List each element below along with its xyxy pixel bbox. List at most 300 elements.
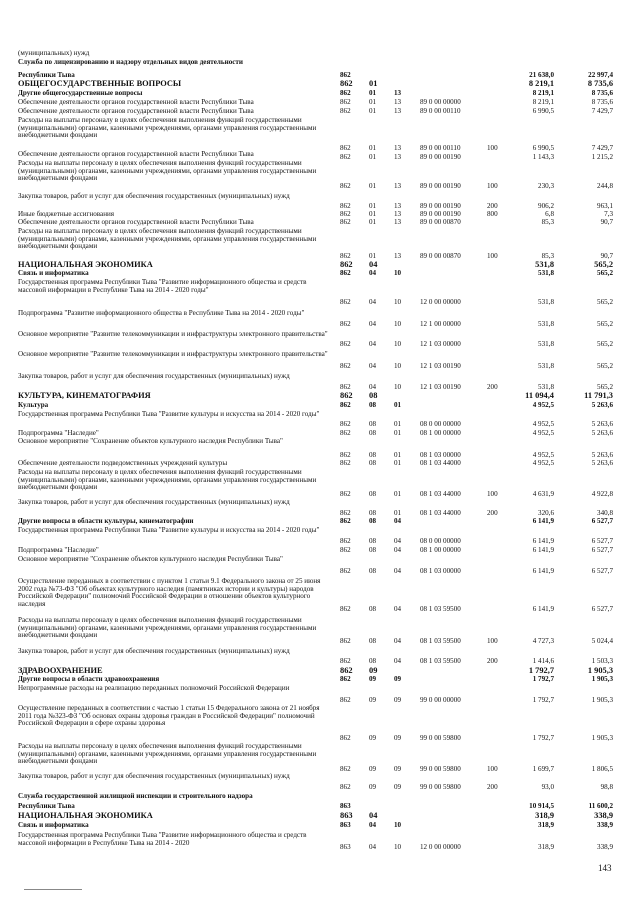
footer-rule xyxy=(24,889,82,890)
row-section-code: 01 xyxy=(369,202,377,210)
row-amount-year2: 1 806,5 xyxy=(591,765,613,773)
row-amount-year2: 8 735,6 xyxy=(591,98,613,106)
row-target-code: 99 0 00 59800 xyxy=(420,734,461,742)
row-gr-code: 862 xyxy=(340,401,351,409)
row-subsection-code: 01 xyxy=(394,420,402,428)
row-expense-type: 200 xyxy=(487,783,498,791)
row-name: Расходы на выплаты персоналу в целях обеспечения выполнения функций государственными (муниципальными) органами, казенными учреждениями, органами управления государственными внебюджетными фондами xyxy=(18,227,317,250)
row-name: Основное мероприятие "Сохранение объектов культурного наследия Республики Тыва" xyxy=(18,437,283,445)
row-amount-year2: 5 024,4 xyxy=(591,637,613,645)
row-amount-year2: 565,2 xyxy=(597,362,613,370)
row-name: Государственная программа Республики Тыва "Развитие культуры и искусства на 2014 - 2020 годы" xyxy=(18,526,320,534)
row-amount-year1: 4 952,5 xyxy=(532,459,554,467)
row-amount-year2: 338,9 xyxy=(594,811,613,820)
row-name: Обеспечение деятельности органов государственной власти Республики Тыва xyxy=(18,107,254,115)
row-section-code: 08 xyxy=(369,391,378,400)
row-name: Закупка товаров, работ и услуг для обеспечения государственных (муниципальных) нужд xyxy=(18,192,290,200)
row-name: Закупка товаров, работ и услуг для обеспечения государственных (муниципальных) нужд xyxy=(18,647,290,655)
row-subsection-code: 10 xyxy=(394,362,402,370)
row-section-code: 08 xyxy=(369,537,377,545)
row-name: Основное мероприятие "Развитие телекоммуникации и инфраструктуры электронного правительства" xyxy=(18,350,328,358)
page-number: 143 xyxy=(598,863,612,873)
row-amount-year2: 8 735,6 xyxy=(591,89,613,97)
row-amount-year2: 338,9 xyxy=(597,843,613,851)
row-amount-year1: 531,8 xyxy=(538,298,554,306)
row-section-code: 04 xyxy=(369,362,377,370)
row-target-code: 08 1 03 00000 xyxy=(420,567,461,575)
row-target-code: 89 0 00 00870 xyxy=(420,218,461,226)
row-section-code: 04 xyxy=(369,821,377,829)
row-section-code: 08 xyxy=(369,637,377,645)
row-subsection-code: 01 xyxy=(394,429,402,437)
row-section-code: 09 xyxy=(369,696,377,704)
row-target-code: 99 0 00 59800 xyxy=(420,783,461,791)
row-amount-year2: 90,7 xyxy=(600,252,613,260)
row-amount-year1: 6 141,9 xyxy=(532,567,554,575)
row-gr-code: 862 xyxy=(340,420,351,428)
row-amount-year1: 906,2 xyxy=(538,202,554,210)
row-name: Основное мероприятие "Развитие телекоммуникации и инфраструктуры электронного правительства" xyxy=(18,330,328,338)
row-name: НАЦИОНАЛЬНАЯ ЭКОНОМИКА xyxy=(18,260,153,269)
row-section-code: 08 xyxy=(369,546,377,554)
row-amount-year1: 1 143,3 xyxy=(532,153,554,161)
row-subsection-code: 09 xyxy=(394,675,402,683)
row-target-code: 89 0 00 00190 xyxy=(420,182,461,190)
row-amount-year1: 1 792,7 xyxy=(532,696,554,704)
row-target-code: 12 1 03 00000 xyxy=(420,340,461,348)
row-amount-year1: 1 792,7 xyxy=(532,734,554,742)
row-amount-year2: 6 527,7 xyxy=(591,537,613,545)
row-gr-code: 862 xyxy=(340,391,353,400)
row-section-code: 08 xyxy=(369,459,377,467)
row-amount-year2: 1 905,3 xyxy=(591,675,613,683)
row-amount-year1: 4 952,5 xyxy=(532,401,554,409)
row-gr-code: 862 xyxy=(340,362,351,370)
row-amount-year2: 963,1 xyxy=(597,202,613,210)
row-gr-code: 862 xyxy=(340,666,353,675)
row-name: Подпрограмма "Наследие" xyxy=(18,429,99,437)
row-amount-year2: 1 215,2 xyxy=(591,153,613,161)
row-name: Расходы на выплаты персоналу в целях обеспечения выполнения функций государственными (муниципальными) органами, казенными учреждениями, органами управления государственными внебюджетными фондами xyxy=(18,468,317,491)
row-expense-type: 100 xyxy=(487,637,498,645)
row-name: Другие общегосударственные вопросы xyxy=(18,89,143,97)
row-gr-code: 862 xyxy=(340,79,353,88)
row-name: НАЦИОНАЛЬНАЯ ЭКОНОМИКА xyxy=(18,811,153,820)
row-amount-year2: 340,8 xyxy=(597,509,613,517)
row-section-code: 08 xyxy=(369,420,377,428)
row-amount-year2: 11 600,2 xyxy=(588,802,613,810)
row-gr-code: 862 xyxy=(340,298,351,306)
row-gr-code: 862 xyxy=(340,517,351,525)
row-gr-code: 862 xyxy=(340,71,351,79)
row-amount-year2: 565,2 xyxy=(594,260,613,269)
row-amount-year2: 5 263,6 xyxy=(591,459,613,467)
row-target-code: 08 0 00 00000 xyxy=(420,420,461,428)
row-amount-year2: 1 905,3 xyxy=(591,696,613,704)
row-gr-code: 862 xyxy=(340,182,351,190)
row-amount-year2: 5 263,6 xyxy=(591,429,613,437)
row-gr-code: 863 xyxy=(340,821,351,829)
row-amount-year2: 6 527,7 xyxy=(591,546,613,554)
row-amount-year1: 21 638,0 xyxy=(529,71,554,79)
row-subsection-code: 09 xyxy=(394,765,402,773)
row-amount-year1: 4 631,9 xyxy=(532,490,554,498)
row-amount-year1: 531,8 xyxy=(538,269,554,277)
row-gr-code: 863 xyxy=(340,843,351,851)
row-section-code: 04 xyxy=(369,260,378,269)
row-subsection-code: 13 xyxy=(394,144,402,152)
row-section-code: 04 xyxy=(369,320,377,328)
row-target-code: 08 0 00 00000 xyxy=(420,537,461,545)
row-amount-year1: 4 727,3 xyxy=(532,637,554,645)
row-target-code: 99 0 00 00000 xyxy=(420,696,461,704)
row-amount-year2: 565,2 xyxy=(597,298,613,306)
row-name: Государственная программа Республики Тыва "Развитие информационного общества и средств массовой информации в Республике Тыва на 2014 - 2020 xyxy=(18,831,307,847)
row-name: Служба государственной жилищной инспекции и строительного надзора xyxy=(18,792,253,800)
row-amount-year1: 11 094,4 xyxy=(525,391,554,400)
row-gr-code: 862 xyxy=(340,567,351,575)
row-amount-year1: 6 141,9 xyxy=(532,546,554,554)
row-amount-year2: 1 905,3 xyxy=(591,734,613,742)
row-amount-year1: 531,8 xyxy=(538,320,554,328)
row-name: Культура xyxy=(18,401,49,409)
row-subsection-code: 01 xyxy=(394,459,402,467)
row-gr-code: 863 xyxy=(340,802,351,810)
row-target-code: 89 0 00 00190 xyxy=(420,210,461,218)
row-name: Государственная программа Республики Тыва "Развитие информационного общества и средств массовой информации в Республике Тыва на 2014 - 2020 годы" xyxy=(18,278,307,294)
row-gr-code: 862 xyxy=(340,675,351,683)
row-amount-year1: 318,9 xyxy=(538,821,554,829)
row-subsection-code: 13 xyxy=(394,153,402,161)
row-name: Обеспечение деятельности подведомственных учреждений культуры xyxy=(18,459,228,467)
row-amount-year2: 7 429,7 xyxy=(591,107,613,115)
row-gr-code: 862 xyxy=(340,451,351,459)
row-expense-type: 100 xyxy=(487,144,498,152)
row-amount-year2: 565,2 xyxy=(597,320,613,328)
row-gr-code: 862 xyxy=(340,657,351,665)
row-amount-year2: 4 922,8 xyxy=(591,490,613,498)
row-name: Обеспечение деятельности органов государственной власти Республики Тыва xyxy=(18,150,254,158)
row-section-code: 08 xyxy=(369,509,377,517)
row-target-code: 08 1 03 59500 xyxy=(420,605,461,613)
row-gr-code: 862 xyxy=(340,98,351,106)
row-amount-year2: 8 735,6 xyxy=(587,79,613,88)
row-expense-type: 200 xyxy=(487,202,498,210)
row-target-code: 08 1 03 59500 xyxy=(420,637,461,645)
row-section-code: 04 xyxy=(369,340,377,348)
row-target-code: 08 1 00 00000 xyxy=(420,429,461,437)
row-amount-year1: 1 792,7 xyxy=(532,675,554,683)
row-amount-year1: 318,9 xyxy=(538,843,554,851)
row-amount-year2: 565,2 xyxy=(597,269,613,277)
row-expense-type: 100 xyxy=(487,182,498,190)
row-target-code: 89 0 00 00110 xyxy=(420,107,461,115)
row-amount-year1: 4 952,5 xyxy=(532,451,554,459)
row-subsection-code: 09 xyxy=(394,783,402,791)
row-name: ЗДРАВООХРАНЕНИЕ xyxy=(18,666,103,675)
row-amount-year1: 85,3 xyxy=(541,252,554,260)
row-section-code: 04 xyxy=(369,383,377,391)
row-amount-year1: 320,6 xyxy=(538,509,554,517)
row-subsection-code: 10 xyxy=(394,383,402,391)
row-gr-code: 862 xyxy=(340,107,351,115)
row-name: (муниципальных) нужд xyxy=(18,49,90,57)
row-target-code: 08 1 03 44000 xyxy=(420,490,461,498)
row-amount-year1: 531,8 xyxy=(538,340,554,348)
row-target-code: 12 1 03 00190 xyxy=(420,383,461,391)
row-amount-year2: 565,2 xyxy=(597,383,613,391)
row-section-code: 04 xyxy=(369,811,378,820)
row-amount-year1: 531,8 xyxy=(538,362,554,370)
row-subsection-code: 09 xyxy=(394,696,402,704)
row-gr-code: 862 xyxy=(340,269,351,277)
row-name: Подпрограмма "Наследие" xyxy=(18,546,99,554)
row-section-code: 08 xyxy=(369,451,377,459)
row-name: Обеспечение деятельности органов государственной власти Республики Тыва xyxy=(18,98,254,106)
row-gr-code: 862 xyxy=(340,429,351,437)
row-section-code: 01 xyxy=(369,144,377,152)
row-amount-year1: 230,3 xyxy=(538,182,554,190)
row-amount-year1: 318,9 xyxy=(535,811,554,820)
row-subsection-code: 13 xyxy=(394,252,402,260)
row-subsection-code: 10 xyxy=(394,320,402,328)
row-name: Осуществление переданных в соответствии с частью 1 статьи 15 Федерального закона от 21 ноября 2011 года №323-ФЗ "Об основах охраны здоровья граждан в Российской Федерации" полномочий Российской Федерации в сфере охраны здоровья xyxy=(18,704,320,727)
row-section-code: 01 xyxy=(369,107,377,115)
row-gr-code: 862 xyxy=(340,252,351,260)
row-section-code: 04 xyxy=(369,298,377,306)
row-name: Государственная программа Республики Тыва "Развитие культуры и искусства на 2014 - 2020 годы" xyxy=(18,410,320,418)
row-gr-code: 862 xyxy=(340,537,351,545)
row-subsection-code: 04 xyxy=(394,637,402,645)
row-amount-year1: 531,8 xyxy=(535,260,554,269)
row-name: Закупка товаров, работ и услуг для обеспечения государственных (муниципальных) нужд xyxy=(18,372,290,380)
row-section-code: 08 xyxy=(369,429,377,437)
row-target-code: 12 1 03 00190 xyxy=(420,362,461,370)
row-amount-year2: 11 791,3 xyxy=(584,391,613,400)
row-amount-year2: 565,2 xyxy=(597,340,613,348)
row-name: Основное мероприятие "Сохранение объектов культурного наследия Республики Тыва" xyxy=(18,555,283,563)
row-expense-type: 200 xyxy=(487,657,498,665)
row-section-code: 01 xyxy=(369,210,377,218)
row-amount-year1: 4 952,5 xyxy=(532,420,554,428)
row-amount-year2: 5 263,6 xyxy=(591,401,613,409)
row-gr-code: 862 xyxy=(340,490,351,498)
row-section-code: 01 xyxy=(369,252,377,260)
row-gr-code: 862 xyxy=(340,546,351,554)
row-gr-code: 862 xyxy=(340,340,351,348)
row-amount-year1: 6 990,5 xyxy=(532,144,554,152)
row-target-code: 89 0 00 00190 xyxy=(420,202,461,210)
row-section-code: 08 xyxy=(369,401,377,409)
row-gr-code: 862 xyxy=(340,89,351,97)
row-section-code: 01 xyxy=(369,98,377,106)
row-section-code: 01 xyxy=(369,79,378,88)
row-amount-year2: 6 527,7 xyxy=(591,605,613,613)
row-name: Закупка товаров, работ и услуг для обеспечения государственных (муниципальных) нужд xyxy=(18,498,290,506)
row-name: Расходы на выплаты персоналу в целях обеспечения выполнения функций государственными (муниципальными) органами, казенными учреждениями, органами управления государственными внебюджетными фондами xyxy=(18,116,317,139)
row-target-code: 08 1 03 00000 xyxy=(420,451,461,459)
row-name: Республики Тыва xyxy=(18,71,75,79)
row-amount-year1: 6,8 xyxy=(545,210,554,218)
row-subsection-code: 13 xyxy=(394,210,402,218)
row-section-code: 09 xyxy=(369,734,377,742)
row-subsection-code: 13 xyxy=(394,182,402,190)
row-gr-code: 862 xyxy=(340,696,351,704)
row-gr-code: 862 xyxy=(340,783,351,791)
row-gr-code: 862 xyxy=(340,509,351,517)
row-section-code: 09 xyxy=(369,765,377,773)
row-gr-code: 862 xyxy=(340,210,351,218)
row-amount-year1: 8 219,1 xyxy=(532,89,554,97)
row-gr-code: 862 xyxy=(340,260,353,269)
row-amount-year1: 1 414,6 xyxy=(532,657,554,665)
row-subsection-code: 04 xyxy=(394,605,402,613)
row-amount-year2: 5 263,6 xyxy=(591,451,613,459)
row-section-code: 08 xyxy=(369,517,377,525)
row-section-code: 01 xyxy=(369,89,377,97)
row-name: Служба по лицензированию и надзору отдельных видов деятельности xyxy=(18,58,244,66)
row-name: Расходы на выплаты персоналу в целях обеспечения выполнения функций государственными (муниципальными) органами, казенными учреждениями, органами управления государственными внебюджетными фондами xyxy=(18,742,317,765)
row-gr-code: 862 xyxy=(340,202,351,210)
row-gr-code: 862 xyxy=(340,459,351,467)
row-subsection-code: 10 xyxy=(394,340,402,348)
row-target-code: 89 0 00 00870 xyxy=(420,252,461,260)
row-subsection-code: 04 xyxy=(394,657,402,665)
row-amount-year1: 93,0 xyxy=(541,783,554,791)
row-subsection-code: 09 xyxy=(394,734,402,742)
row-expense-type: 800 xyxy=(487,210,498,218)
row-amount-year1: 531,8 xyxy=(538,383,554,391)
row-target-code: 08 1 03 59500 xyxy=(420,657,461,665)
row-subsection-code: 04 xyxy=(394,517,402,525)
row-name: Связь и информатика xyxy=(18,821,89,829)
row-name: Иные бюджетные ассигнования xyxy=(18,210,115,218)
row-gr-code: 862 xyxy=(340,734,351,742)
row-amount-year2: 7 429,7 xyxy=(591,144,613,152)
row-amount-year1: 8 219,1 xyxy=(528,79,554,88)
row-subsection-code: 10 xyxy=(394,298,402,306)
row-target-code: 08 1 00 00000 xyxy=(420,546,461,554)
row-amount-year2: 6 527,7 xyxy=(591,567,613,575)
row-amount-year2: 90,7 xyxy=(600,218,613,226)
row-section-code: 01 xyxy=(369,182,377,190)
row-subsection-code: 04 xyxy=(394,567,402,575)
row-name: Закупка товаров, работ и услуг для обеспечения государственных (муниципальных) нужд xyxy=(18,772,290,780)
row-expense-type: 200 xyxy=(487,509,498,517)
row-subsection-code: 10 xyxy=(394,843,402,851)
row-amount-year1: 10 914,5 xyxy=(529,802,554,810)
row-name: Связь и информатика xyxy=(18,269,89,277)
row-section-code: 01 xyxy=(369,218,377,226)
row-amount-year1: 1 699,7 xyxy=(532,765,554,773)
row-amount-year2: 1 905,3 xyxy=(587,666,613,675)
row-subsection-code: 01 xyxy=(394,509,402,517)
row-amount-year1: 4 952,5 xyxy=(532,429,554,437)
row-name: Расходы на выплаты персоналу в целях обеспечения выполнения функций государственными (муниципальными) органами, казенными учреждениями, органами управления государственными внебюджетными фондами xyxy=(18,616,317,639)
row-expense-type: 100 xyxy=(487,765,498,773)
row-amount-year2: 7,3 xyxy=(604,210,613,218)
row-amount-year2: 98,8 xyxy=(600,783,613,791)
row-amount-year2: 338,9 xyxy=(597,821,613,829)
row-name: Расходы на выплаты персоналу в целях обеспечения выполнения функций государственными (муниципальными) органами, казенными учреждениями, органами управления государственными внебюджетными фондами xyxy=(18,159,317,182)
row-expense-type: 200 xyxy=(487,383,498,391)
row-gr-code: 862 xyxy=(340,144,351,152)
row-section-code: 09 xyxy=(369,666,378,675)
row-section-code: 08 xyxy=(369,567,377,575)
row-target-code: 12 0 00 00000 xyxy=(420,298,461,306)
row-name: Другие вопросы в области здравоохранения xyxy=(18,675,160,683)
row-gr-code: 862 xyxy=(340,605,351,613)
row-amount-year1: 6 141,9 xyxy=(532,517,554,525)
row-section-code: 09 xyxy=(369,783,377,791)
row-name: Непрограммные расходы на реализацию переданных полномочий Российской Федерации xyxy=(18,684,290,692)
row-amount-year1: 6 141,9 xyxy=(532,537,554,545)
row-gr-code: 862 xyxy=(340,218,351,226)
row-subsection-code: 01 xyxy=(394,490,402,498)
row-section-code: 04 xyxy=(369,843,377,851)
row-section-code: 08 xyxy=(369,657,377,665)
row-amount-year2: 1 503,3 xyxy=(591,657,613,665)
row-subsection-code: 01 xyxy=(394,401,402,409)
row-amount-year1: 8 219,1 xyxy=(532,98,554,106)
row-gr-code: 862 xyxy=(340,637,351,645)
row-amount-year1: 1 792,7 xyxy=(528,666,554,675)
row-name: Республики Тыва xyxy=(18,802,75,810)
row-section-code: 08 xyxy=(369,605,377,613)
row-subsection-code: 13 xyxy=(394,107,402,115)
row-name: Подпрограмма "Развитие информационного общества в Республике Тыва на 2014 - 2020 годы" xyxy=(18,309,305,317)
row-name: Другие вопросы в области культуры, кинематографии xyxy=(18,517,194,525)
row-amount-year1: 6 990,5 xyxy=(532,107,554,115)
row-subsection-code: 13 xyxy=(394,98,402,106)
row-name: ОБЩЕГОСУДАРСТВЕННЫЕ ВОПРОСЫ xyxy=(18,79,182,88)
row-gr-code: 862 xyxy=(340,320,351,328)
row-target-code: 89 0 00 00110 xyxy=(420,144,461,152)
row-subsection-code: 10 xyxy=(394,821,402,829)
row-expense-type: 100 xyxy=(487,490,498,498)
row-section-code: 08 xyxy=(369,490,377,498)
row-amount-year2: 6 527,7 xyxy=(591,517,613,525)
row-subsection-code: 04 xyxy=(394,546,402,554)
row-expense-type: 100 xyxy=(487,252,498,260)
row-target-code: 89 0 00 00190 xyxy=(420,153,461,161)
row-subsection-code: 04 xyxy=(394,537,402,545)
row-name: КУЛЬТУРА, КИНЕМАТОГРАФИЯ xyxy=(18,391,151,400)
row-section-code: 01 xyxy=(369,153,377,161)
row-subsection-code: 13 xyxy=(394,89,402,97)
row-amount-year1: 6 141,9 xyxy=(532,605,554,613)
row-amount-year2: 244,8 xyxy=(597,182,613,190)
row-target-code: 12 1 00 00000 xyxy=(420,320,461,328)
row-target-code: 08 1 03 44000 xyxy=(420,459,461,467)
row-target-code: 08 1 03 44000 xyxy=(420,509,461,517)
row-target-code: 12 0 00 00000 xyxy=(420,843,461,851)
row-subsection-code: 13 xyxy=(394,218,402,226)
row-name: Обеспечение деятельности органов государственной власти Республики Тыва xyxy=(18,218,254,226)
row-amount-year2: 5 263,6 xyxy=(591,420,613,428)
row-target-code: 99 0 00 59800 xyxy=(420,765,461,773)
row-subsection-code: 10 xyxy=(394,269,402,277)
row-gr-code: 863 xyxy=(340,811,353,820)
row-gr-code: 862 xyxy=(340,153,351,161)
row-gr-code: 862 xyxy=(340,383,351,391)
row-amount-year1: 85,3 xyxy=(541,218,554,226)
row-target-code: 89 0 00 00000 xyxy=(420,98,461,106)
row-section-code: 04 xyxy=(369,269,377,277)
row-subsection-code: 13 xyxy=(394,202,402,210)
row-subsection-code: 01 xyxy=(394,451,402,459)
row-section-code: 09 xyxy=(369,675,377,683)
